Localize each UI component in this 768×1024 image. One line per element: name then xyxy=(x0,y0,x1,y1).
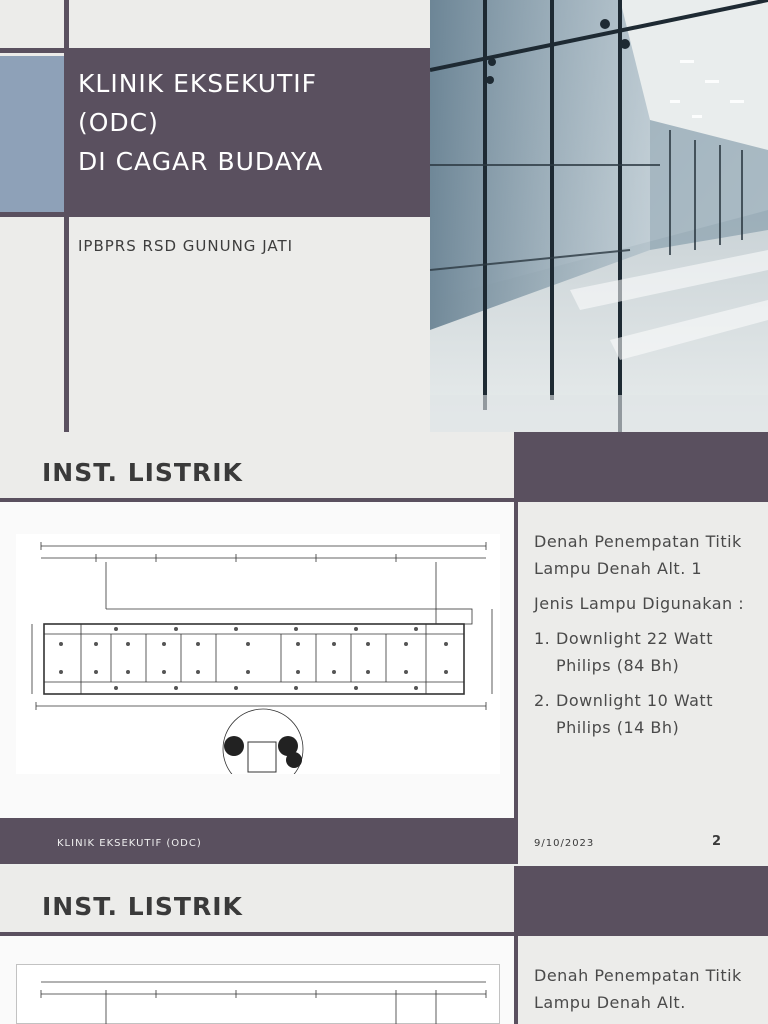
divider-horizontal xyxy=(0,48,430,53)
header-accent xyxy=(517,432,768,498)
floor-plan-drawing xyxy=(16,964,500,1024)
page-number: 2 xyxy=(712,834,722,849)
list-number: 1. xyxy=(534,629,551,648)
notes-subheading: Jenis Lampu Digunakan : xyxy=(534,594,745,613)
list-item xyxy=(534,625,754,679)
accent-block xyxy=(0,56,64,212)
footer-title: KLINIK EKSEKUTIF (ODC) xyxy=(57,838,202,849)
divider-horizontal xyxy=(0,932,768,936)
floor-plan-image xyxy=(16,534,500,774)
cover-title xyxy=(78,64,418,181)
cover-title-line: KLINIK EKSEKUTIF xyxy=(78,69,318,98)
cover-slide xyxy=(0,0,768,432)
divider-vertical xyxy=(514,866,518,1024)
notes-description: Denah Penempatan Titik Lampu Denah Alt. 1 xyxy=(534,532,742,578)
list-number: 2. xyxy=(534,691,551,710)
floor-plan-drawing xyxy=(16,534,500,774)
lamp-list xyxy=(534,625,754,741)
electrical-slide xyxy=(0,432,768,864)
divider-vertical xyxy=(514,432,518,864)
list-text: Downlight 22 Watt Philips (84 Bh) xyxy=(556,629,713,675)
list-item xyxy=(534,687,754,741)
glass-facade-image xyxy=(430,0,768,432)
slide-notes xyxy=(534,528,754,749)
notes-description: Denah Penempatan Titik Lampu Denah Alt. xyxy=(534,966,742,1012)
footer-date: 9/10/2023 xyxy=(534,838,595,849)
slide-heading: INST. LISTRIK xyxy=(42,458,243,487)
slide-heading: INST. LISTRIK xyxy=(42,892,243,921)
cover-subtitle: IPBPRS RSD GUNUNG JATI xyxy=(78,237,294,255)
building-photo xyxy=(430,0,768,432)
header-accent xyxy=(517,866,768,932)
slide-notes xyxy=(534,962,754,1024)
list-text: Downlight 10 Watt Philips (14 Bh) xyxy=(556,691,713,737)
divider-horizontal xyxy=(0,212,430,217)
cover-title-line: (ODC) xyxy=(78,108,159,137)
electrical-slide xyxy=(0,866,768,1024)
floor-plan-image xyxy=(16,964,500,1024)
cover-title-line: DI CAGAR BUDAYA xyxy=(78,147,324,176)
divider-horizontal xyxy=(0,498,768,502)
